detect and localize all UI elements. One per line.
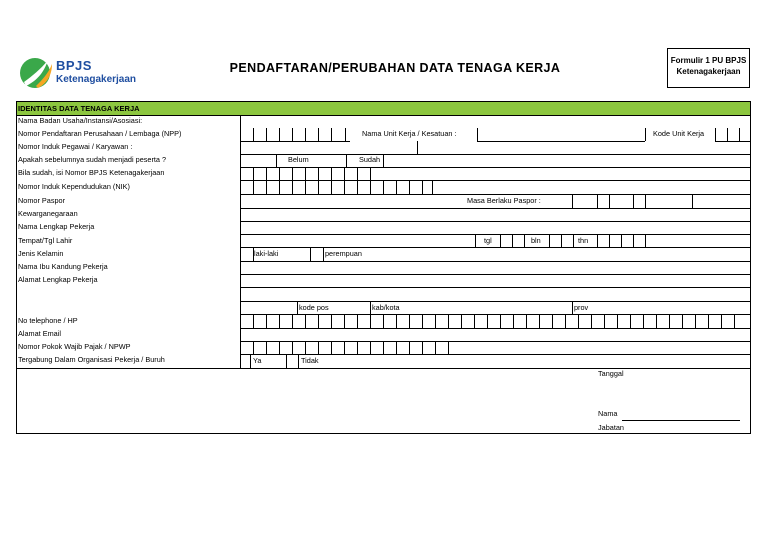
form-grid-line <box>345 128 346 141</box>
form-grid-line <box>396 180 397 194</box>
label-nip: Nomor Induk Pegawai / Karyawan : <box>18 142 133 151</box>
form-grid-line <box>292 314 293 328</box>
form-grid-line <box>266 341 267 354</box>
form-grid-line <box>422 314 423 328</box>
form-grid-line <box>357 180 358 194</box>
form-grid-line <box>448 314 449 328</box>
form-grid-line <box>331 180 332 194</box>
option-perempuan[interactable]: perempuan <box>325 249 362 258</box>
label-alamat: Alamat Lengkap Pekerja <box>18 275 98 284</box>
form-grid-line <box>318 167 319 180</box>
label-bln: bln <box>531 236 541 245</box>
form-grid-line <box>526 314 527 328</box>
label-jenis-kelamin: Jenis Kelamin <box>18 249 64 258</box>
form-grid-line <box>292 341 293 354</box>
form-grid-line <box>552 314 553 328</box>
form-grid-line <box>253 341 254 354</box>
label-npp: Nomor Pendaftaran Perusahaan / Lembaga (NPP) <box>18 129 182 138</box>
form-grid-line <box>656 314 657 328</box>
form-grid-line <box>279 167 280 180</box>
form-grid-line <box>422 341 423 354</box>
form-grid-line <box>344 167 345 180</box>
form-grid-line <box>370 341 371 354</box>
form-grid-line <box>331 167 332 180</box>
form-grid-line <box>474 314 475 328</box>
form-grid-line <box>240 221 750 222</box>
form-grid-line <box>318 128 319 141</box>
form-grid-line <box>279 128 280 141</box>
form-grid-line <box>500 234 501 247</box>
form-grid-line <box>734 314 735 328</box>
form-grid-line <box>409 180 410 194</box>
label-kab-kota: kab/kota <box>372 303 400 312</box>
form-grid-line <box>370 167 371 180</box>
form-grid-line <box>475 234 476 247</box>
form-grid-line <box>292 167 293 180</box>
form-code-box <box>667 48 750 88</box>
form-grid-line <box>682 314 683 328</box>
form-grid-line <box>572 301 573 314</box>
form-grid-line <box>645 234 646 247</box>
form-grid-line <box>513 314 514 328</box>
form-grid-line <box>487 314 488 328</box>
label-tgl: tgl <box>484 236 492 245</box>
section-header: IDENTITAS DATA TENAGA KERJA <box>18 104 140 113</box>
form-grid-line <box>286 354 287 368</box>
label-kode-unit: Kode Unit Kerja <box>653 129 705 138</box>
form-grid-line <box>318 180 319 194</box>
form-grid-line <box>727 128 728 141</box>
form-grid-line <box>597 234 598 247</box>
form-grid-line <box>250 354 251 368</box>
form-grid-line <box>604 314 605 328</box>
form-grid-line <box>561 234 562 247</box>
label-thn: thn <box>578 236 589 245</box>
form-grid-line <box>253 314 254 328</box>
form-grid-line <box>524 234 525 247</box>
form-grid-line <box>512 234 513 247</box>
form-grid-line <box>370 314 371 328</box>
form-grid-line <box>276 154 277 167</box>
label-nama-lengkap: Nama Lengkap Pekerja <box>18 222 95 231</box>
form-grid-line <box>383 341 384 354</box>
form-grid-line <box>435 341 436 354</box>
form-grid-line <box>344 314 345 328</box>
form-grid-line <box>305 314 306 328</box>
form-grid-line <box>305 180 306 194</box>
logo-name: BPJS <box>56 58 92 73</box>
form-grid-line <box>630 314 631 328</box>
form-grid-line <box>383 154 384 167</box>
logo-subtitle: Ketenagakerjaan <box>56 74 137 85</box>
label-email: Alamat Email <box>18 329 61 338</box>
option-laki[interactable]: laki-laki <box>254 249 279 258</box>
form-grid-line <box>240 247 750 248</box>
page-title: PENDAFTARAN/PERUBAHAN DATA TENAGA KERJA <box>229 61 561 75</box>
form-grid-line <box>305 167 306 180</box>
form-grid-line <box>461 314 462 328</box>
form-grid-line <box>739 128 740 141</box>
form-code-line2: Ketenagakerjaan <box>676 67 741 76</box>
form-grid-line <box>422 180 423 194</box>
option-sudah[interactable]: Sudah <box>359 155 381 164</box>
label-bila-sudah: Bila sudah, isi Nomor BPJS Ketenagakerjaan <box>18 168 165 177</box>
form-grid-line <box>383 180 384 194</box>
form-grid-line <box>240 234 750 235</box>
form-grid-line <box>409 314 410 328</box>
form-grid-line <box>643 314 644 328</box>
form-grid-line <box>477 128 478 141</box>
form-grid-line <box>669 314 670 328</box>
form-grid-line <box>539 314 540 328</box>
form-grid-line <box>279 341 280 354</box>
form-grid-line <box>572 194 573 208</box>
form-grid-line <box>318 341 319 354</box>
label-nama-unit: Nama Unit Kerja / Kesatuan : <box>362 129 457 138</box>
fields-bottom-line <box>17 368 750 369</box>
form-grid-line <box>310 247 311 261</box>
form-grid-line <box>609 194 610 208</box>
form-grid-line <box>240 341 750 342</box>
signature-nama: Nama <box>598 409 618 418</box>
label-prov: prov <box>574 303 589 312</box>
form-grid-line <box>645 128 646 141</box>
form-grid-line <box>253 180 254 194</box>
form-grid-line <box>617 314 618 328</box>
form-grid-line <box>240 287 750 288</box>
form-grid-line <box>715 128 716 141</box>
option-ya[interactable]: Ya <box>253 356 262 365</box>
form-grid-line <box>266 128 267 141</box>
form-grid-line <box>357 167 358 180</box>
form-grid-line <box>346 154 347 167</box>
signature-tanggal: Tanggal <box>598 369 624 378</box>
label-kode-pos: kode pos <box>299 303 329 312</box>
form-grid-line <box>370 180 371 194</box>
form-grid-line <box>298 354 299 368</box>
form-grid-line <box>331 341 332 354</box>
form-grid-line <box>331 314 332 328</box>
form-grid-line <box>357 341 358 354</box>
form-grid-line <box>344 341 345 354</box>
form-grid-line <box>435 314 436 328</box>
option-belum[interactable]: Belum <box>288 155 309 164</box>
label-nik: Nomor Induk Kependudukan (NIK) <box>18 182 130 191</box>
form-grid-line <box>240 154 750 155</box>
nama-unit-field[interactable] <box>477 141 645 142</box>
form-grid-line <box>432 180 433 194</box>
form-grid-line <box>708 314 709 328</box>
form-grid-line <box>318 314 319 328</box>
label-ibu-kandung: Nama Ibu Kandung Pekerja <box>18 262 108 271</box>
form-grid-line <box>565 314 566 328</box>
option-tidak[interactable]: Tidak <box>301 356 319 365</box>
form-grid-line <box>597 194 598 208</box>
form-grid-line <box>297 301 298 314</box>
form-grid-line <box>609 234 610 247</box>
form-grid-line <box>305 341 306 354</box>
form-grid-line <box>715 141 750 142</box>
form-grid-line <box>578 314 579 328</box>
form-grid-line <box>645 194 646 208</box>
form-grid-line <box>240 328 750 329</box>
form-grid-line <box>279 180 280 194</box>
form-grid-line <box>240 261 750 262</box>
form-grid-line <box>253 167 254 180</box>
form-grid-line <box>240 167 750 168</box>
form-grid-line <box>370 301 371 314</box>
form-grid-line <box>266 314 267 328</box>
form-grid-line <box>240 180 750 181</box>
nip-field[interactable] <box>417 141 418 154</box>
form-grid-line <box>383 314 384 328</box>
form-grid-line <box>695 314 696 328</box>
form-grid-line <box>266 180 267 194</box>
form-grid-line <box>573 234 574 247</box>
form-grid-line <box>549 234 550 247</box>
form-grid-line <box>253 128 254 141</box>
signature-line[interactable] <box>622 420 740 421</box>
form-grid-line <box>396 341 397 354</box>
form-grid-line <box>292 128 293 141</box>
form-grid-line <box>692 194 693 208</box>
signature-jabatan: Jabatan <box>598 423 624 432</box>
form-grid-line <box>323 247 324 261</box>
form-grid-line <box>721 314 722 328</box>
form-grid-line <box>448 341 449 354</box>
label-paspor: Nomor Paspor <box>18 196 66 205</box>
form-grid-line <box>279 314 280 328</box>
form-grid-line <box>633 234 634 247</box>
form-grid-line <box>292 180 293 194</box>
form-grid-line <box>633 194 634 208</box>
label-kewarganegaraan: Kewarganegaraan <box>18 209 78 218</box>
label-ttl: Tempat/Tgl Lahir <box>18 236 73 245</box>
label-telephone: No telephone / HP <box>18 316 78 325</box>
form-grid-line <box>240 274 750 275</box>
form-grid-line <box>240 208 750 209</box>
label-organisasi: Tergabung Dalam Organisasi Pekerja / Buruh <box>18 355 165 364</box>
form-grid-line <box>331 128 332 141</box>
form-grid-line <box>409 341 410 354</box>
column-divider <box>240 115 241 368</box>
label-nama-badan: Nama Badan Usaha/Instansi/Asosiasi: <box>18 116 143 125</box>
label-masa-paspor: Masa Berlaku Paspor : <box>467 196 541 205</box>
form-grid-line <box>266 167 267 180</box>
form-grid-line <box>344 180 345 194</box>
form-grid-line <box>240 141 350 142</box>
label-sebelumnya: Apakah sebelumnya sudah menjadi peserta ? <box>18 155 167 164</box>
label-npwp: Nomor Pokok Wajib Pajak / NPWP <box>18 342 131 351</box>
form-grid-line <box>591 314 592 328</box>
form-grid-line <box>357 314 358 328</box>
form-grid-line <box>621 234 622 247</box>
form-grid-line <box>500 314 501 328</box>
form-grid-line <box>305 128 306 141</box>
form-code-line1: Formulir 1 PU BPJS <box>670 56 747 65</box>
form-grid-line <box>240 314 750 315</box>
form-grid-line <box>396 314 397 328</box>
